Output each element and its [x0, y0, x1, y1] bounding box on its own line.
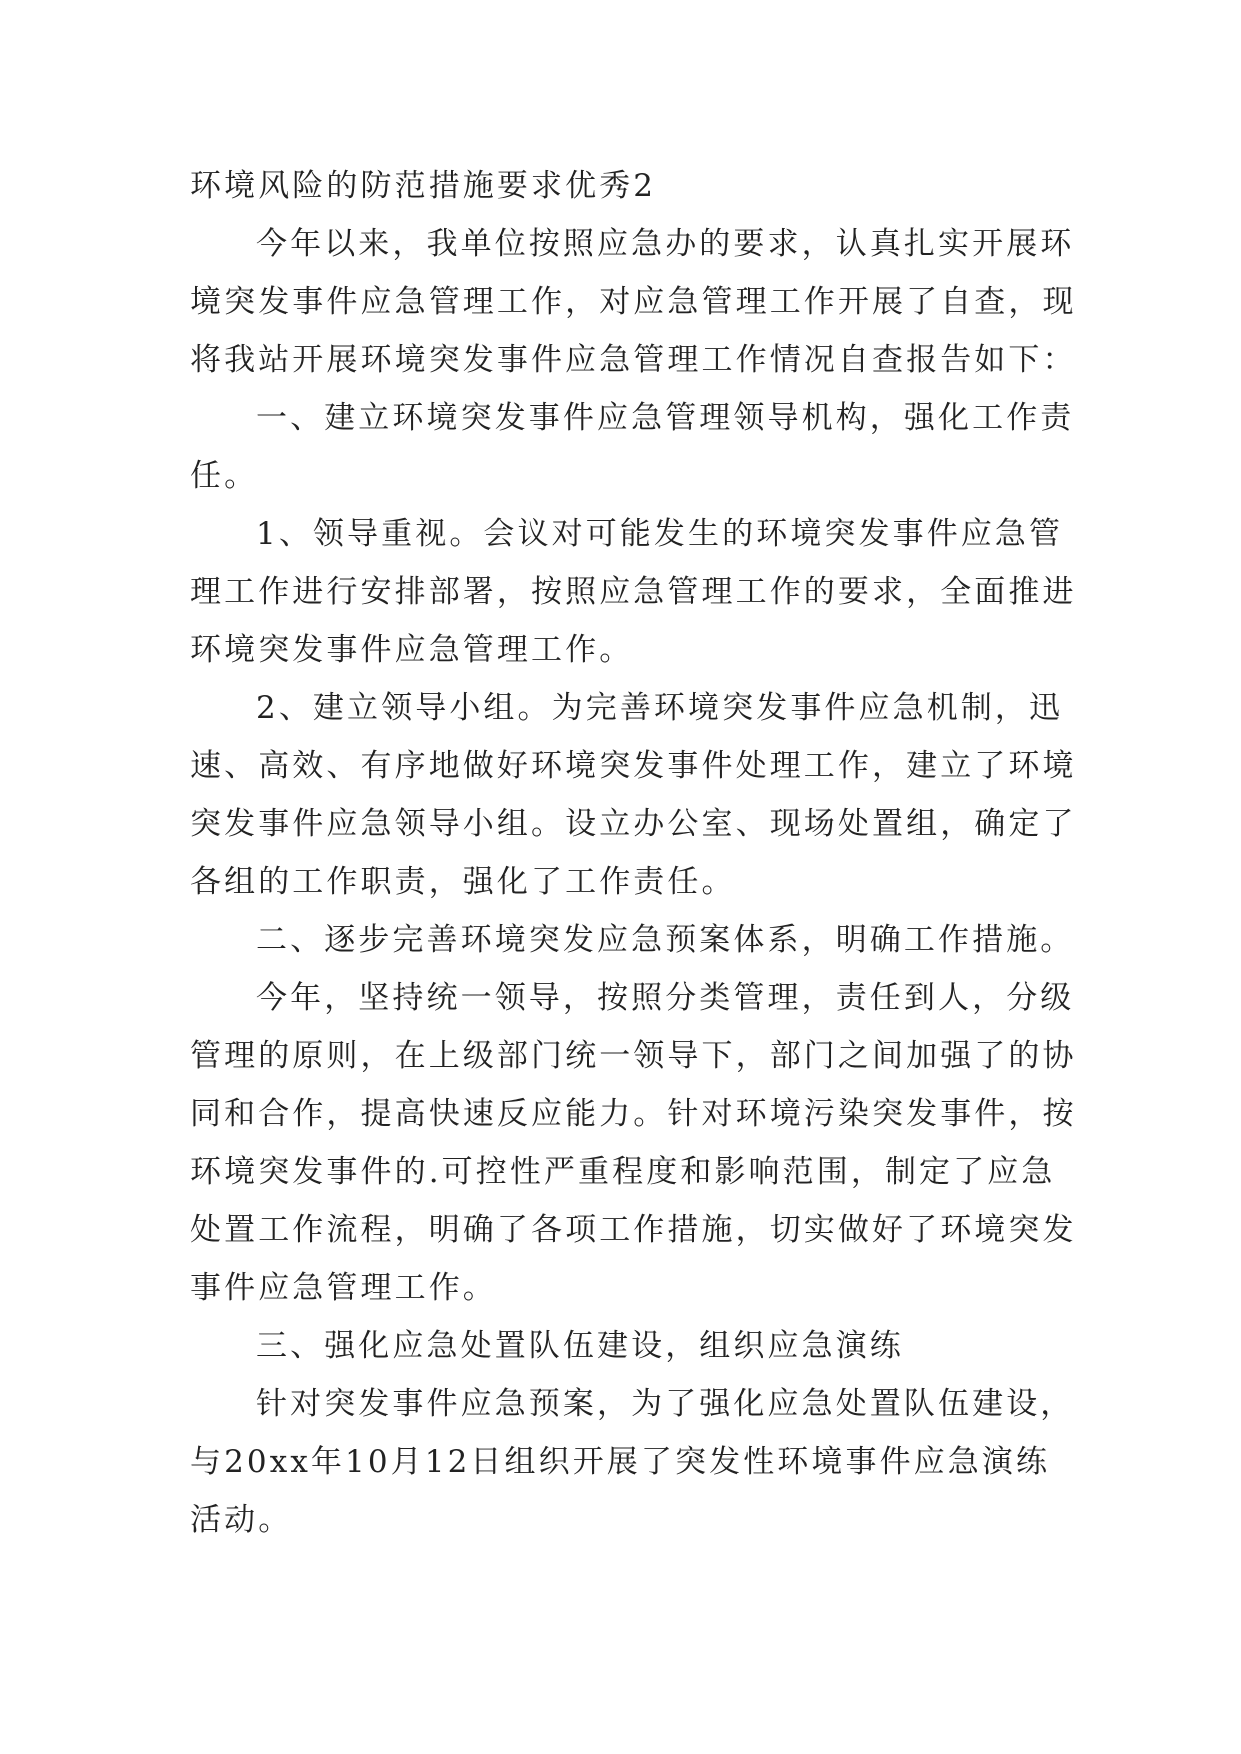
paragraph-line: 环境突发事件应急管理工作。 — [190, 632, 634, 668]
paragraph-line: 今年，坚持统一领导，按照分类管理，责任到人，分级 — [256, 980, 1075, 1016]
paragraph-line: 活动。 — [190, 1502, 293, 1538]
paragraph-line: 速、高效、有序地做好环境突发事件处理工作，建立了环境 — [190, 748, 1077, 784]
paragraph-line: 事件应急管理工作。 — [190, 1270, 497, 1306]
paragraph-line: 处置工作流程，明确了各项工作措施，切实做好了环境突发 — [190, 1212, 1077, 1248]
paragraph-line: 各组的工作职责，强化了工作责任。 — [190, 864, 736, 900]
paragraph-line: 今年以来，我单位按照应急办的要求，认真扎实开展环 — [256, 226, 1075, 262]
paragraph-line: 境突发事件应急管理工作，对应急管理工作开展了自查，现 — [190, 284, 1077, 320]
document-title: 环境风险的防范措施要求优秀2 — [190, 168, 657, 204]
paragraph-line: 管理的原则，在上级部门统一领导下，部门之间加强了的协 — [190, 1038, 1077, 1074]
paragraph-line: 2、建立领导小组。为完善环境突发事件应急机制，迅 — [256, 690, 1064, 726]
paragraph-line: 1、领导重视。会议对可能发生的环境突发事件应急管 — [256, 516, 1064, 552]
section-heading-line: 一、建立环境突发事件应急管理领导机构，强化工作责 — [256, 400, 1075, 436]
paragraph-line: 同和合作，提高快速反应能力。针对环境污染突发事件，按 — [190, 1096, 1077, 1132]
section-heading-line: 任。 — [190, 458, 259, 494]
paragraph-line: 理工作进行安排部署，按照应急管理工作的要求，全面推进 — [190, 574, 1077, 610]
paragraph-line: 针对突发事件应急预案，为了强化应急处置队伍建设， — [256, 1386, 1075, 1422]
paragraph-line: 与20xx年10月12日组织开展了突发性环境事件应急演练 — [190, 1444, 1051, 1480]
paragraph-line: 突发事件应急领导小组。设立办公室、现场处置组，确定了 — [190, 806, 1077, 842]
section-heading-line: 三、强化应急处置队伍建设，组织应急演练 — [256, 1328, 904, 1364]
section-heading-line: 二、逐步完善环境突发应急预案体系，明确工作措施。 — [256, 922, 1075, 958]
paragraph-line: 将我站开展环境突发事件应急管理工作情况自查报告如下： — [190, 342, 1077, 378]
paragraph-line: 环境突发事件的.可控性严重程度和影响范围，制定了应急 — [190, 1154, 1056, 1190]
